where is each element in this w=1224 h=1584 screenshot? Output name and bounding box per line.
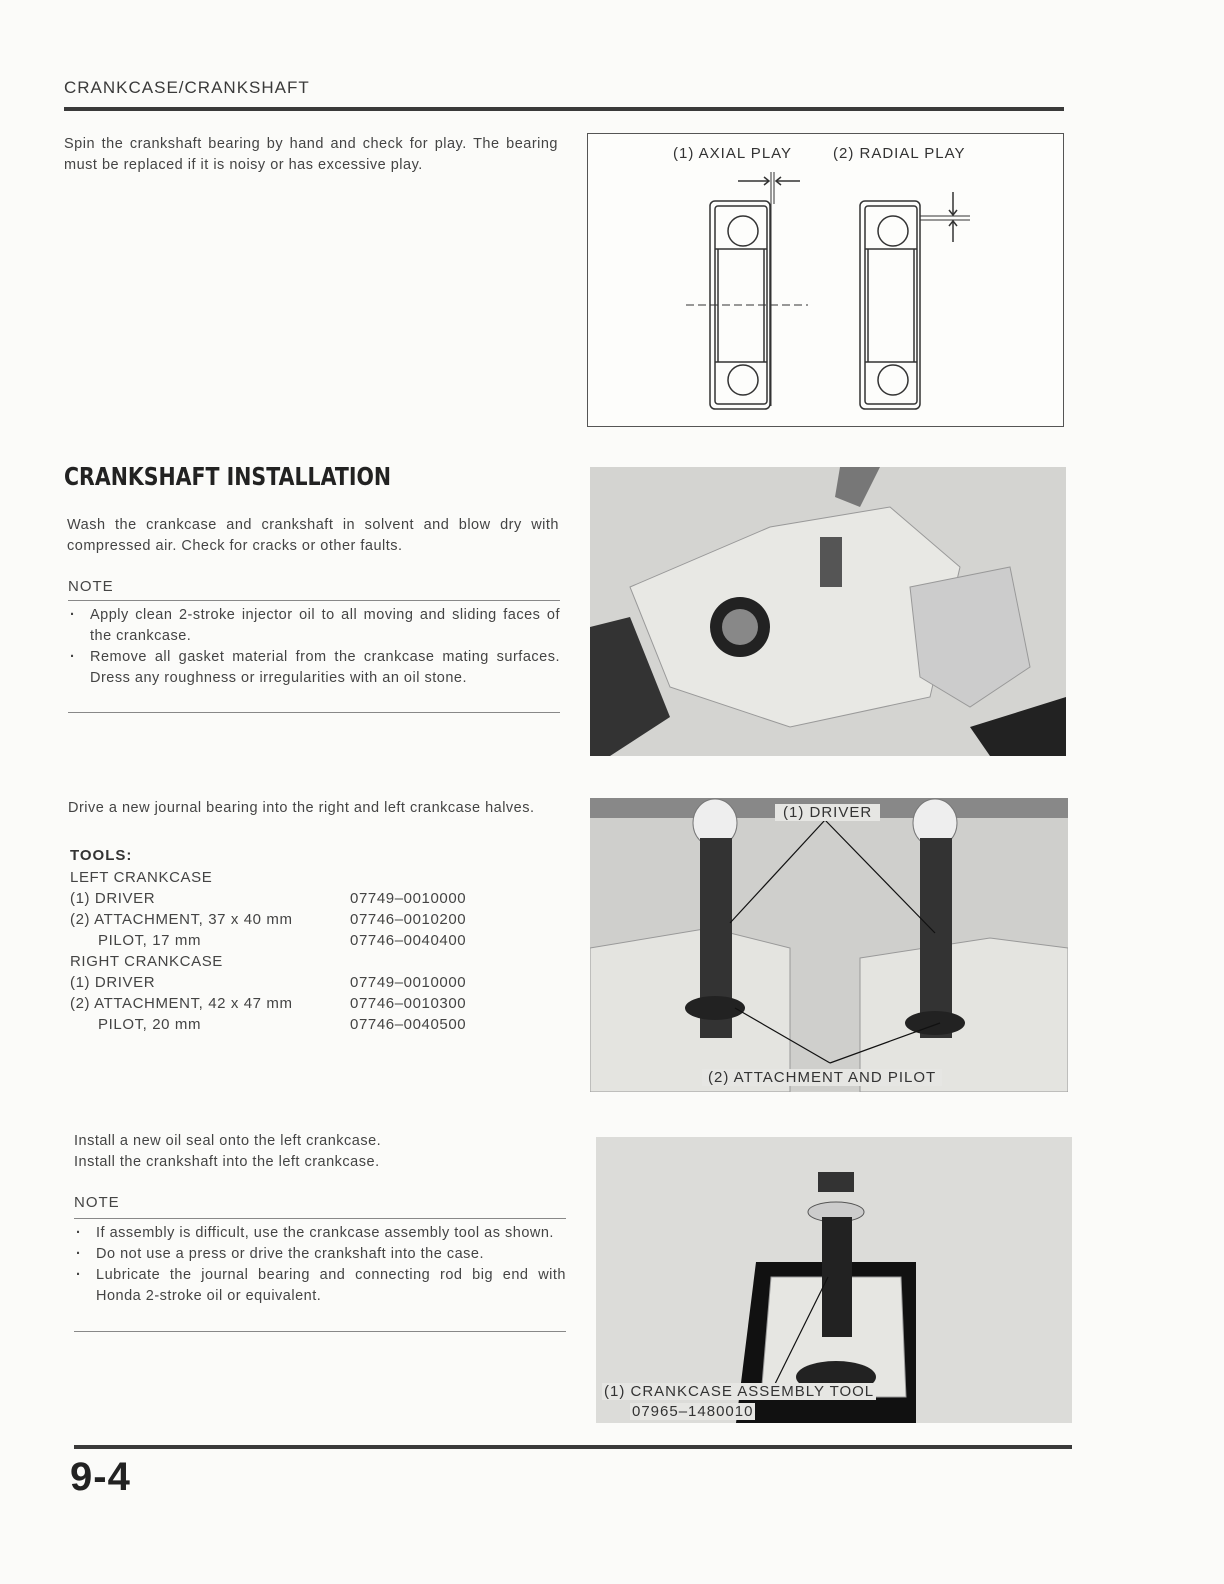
- tool-number: 07749–0010000: [350, 974, 467, 991]
- oil-seal-text: [74, 1131, 566, 1173]
- oil-seal-line: Install the crankshaft into the left crankcase.: [74, 1154, 380, 1170]
- driver-photo-art: [590, 798, 1068, 1092]
- tool-name: (1) DRIVER: [70, 974, 156, 991]
- tool-row: [70, 972, 510, 993]
- axial-play-label: (1) AXIAL PLAY: [673, 145, 793, 162]
- installation-notes: [68, 605, 560, 689]
- tool-name: (2) ATTACHMENT, 42 x 47 mm: [70, 995, 293, 1012]
- driver-photo: [590, 798, 1068, 1092]
- tool-number: 07746–0010200: [350, 911, 467, 928]
- right-crankcase-label: [70, 951, 510, 972]
- journal-bearing-text: Drive a new journal bearing into the right and left crankcase halves.: [68, 800, 535, 816]
- assembly-tool-photo-art: [596, 1137, 1072, 1423]
- page-number: 9-4: [70, 1455, 131, 1499]
- installation-intro: Wash the crankcase and crankshaft in solvent and blow dry with compressed air. Check for cracks or other faults.: [67, 517, 559, 554]
- header-rule: [64, 107, 1064, 111]
- note-rule-bottom-1: [68, 712, 560, 713]
- tool-number: 07746–0040400: [350, 932, 467, 949]
- driver-label: (1) DRIVER: [775, 804, 880, 821]
- tool-name: PILOT, 20 mm: [98, 1016, 202, 1033]
- tool-number: 07749–0010000: [350, 890, 467, 907]
- tool-row: [70, 1014, 510, 1035]
- crankcase-photo-art: [590, 467, 1066, 756]
- tool-number: 07746–0010300: [350, 995, 467, 1012]
- note-rule-top-2: [74, 1218, 566, 1219]
- page-header: CRANKCASE/CRANKSHAFT: [64, 78, 310, 97]
- note-item: · If assembly is difficult, use the crankcase assembly tool as shown.: [74, 1223, 566, 1244]
- bearing-play-figure: [587, 133, 1064, 427]
- assembly-tool-photo: [596, 1137, 1072, 1423]
- tool-row: [70, 993, 510, 1014]
- attachment-pilot-label: (2) ATTACHMENT AND PILOT: [702, 1069, 942, 1086]
- section-title: CRANKSHAFT INSTALLATION: [64, 462, 392, 491]
- footer-rule: [74, 1445, 1072, 1449]
- tools-label: TOOLS:: [70, 847, 133, 864]
- tool-row: [70, 909, 510, 930]
- note-label-2: NOTE: [74, 1194, 120, 1211]
- assembly-tool-label: (1) CRANKCASE ASSEMBLY TOOL: [604, 1383, 875, 1400]
- note-item: · Do not use a press or drive the crankshaft into the case.: [74, 1244, 566, 1265]
- left-crankcase-text: LEFT CRANKCASE: [70, 869, 213, 886]
- note-label-1: NOTE: [68, 578, 114, 595]
- note-rule-top-1: [68, 600, 560, 601]
- radial-play-label: (2) RADIAL PLAY: [833, 145, 966, 162]
- oil-seal-line: Install a new oil seal onto the left crankcase.: [74, 1133, 382, 1149]
- bearing-diagram: [588, 134, 1063, 426]
- tool-row: [70, 888, 510, 909]
- note-item: · Remove all gasket material from the crankcase mating surfaces. Dress any roughness or irregularities with an oil stone.: [68, 647, 560, 689]
- tool-name: (1) DRIVER: [70, 890, 156, 907]
- note-rule-bottom-2: [74, 1331, 566, 1332]
- crankcase-photo: [590, 467, 1066, 756]
- tool-name: PILOT, 17 mm: [98, 932, 202, 949]
- note-item: · Apply clean 2-stroke injector oil to all moving and sliding faces of the crankcase.: [68, 605, 560, 647]
- tool-list: [70, 867, 510, 1035]
- tool-number: 07746–0040500: [350, 1016, 467, 1033]
- oil-seal-notes: [74, 1223, 566, 1307]
- left-crankcase-label: [70, 867, 510, 888]
- tool-row: [70, 930, 510, 951]
- assembly-tool-number: 07965–1480010: [632, 1403, 754, 1420]
- note-item: · Lubricate the journal bearing and connecting rod big end with Honda 2-stroke oil or equivalent.: [74, 1265, 566, 1307]
- right-crankcase-text: RIGHT CRANKCASE: [70, 953, 223, 970]
- tool-name: (2) ATTACHMENT, 37 x 40 mm: [70, 911, 293, 928]
- bearing-check-text: Spin the crankshaft bearing by hand and check for play. The bearing must be replaced if it is noisy or has excessive play.: [64, 136, 558, 173]
